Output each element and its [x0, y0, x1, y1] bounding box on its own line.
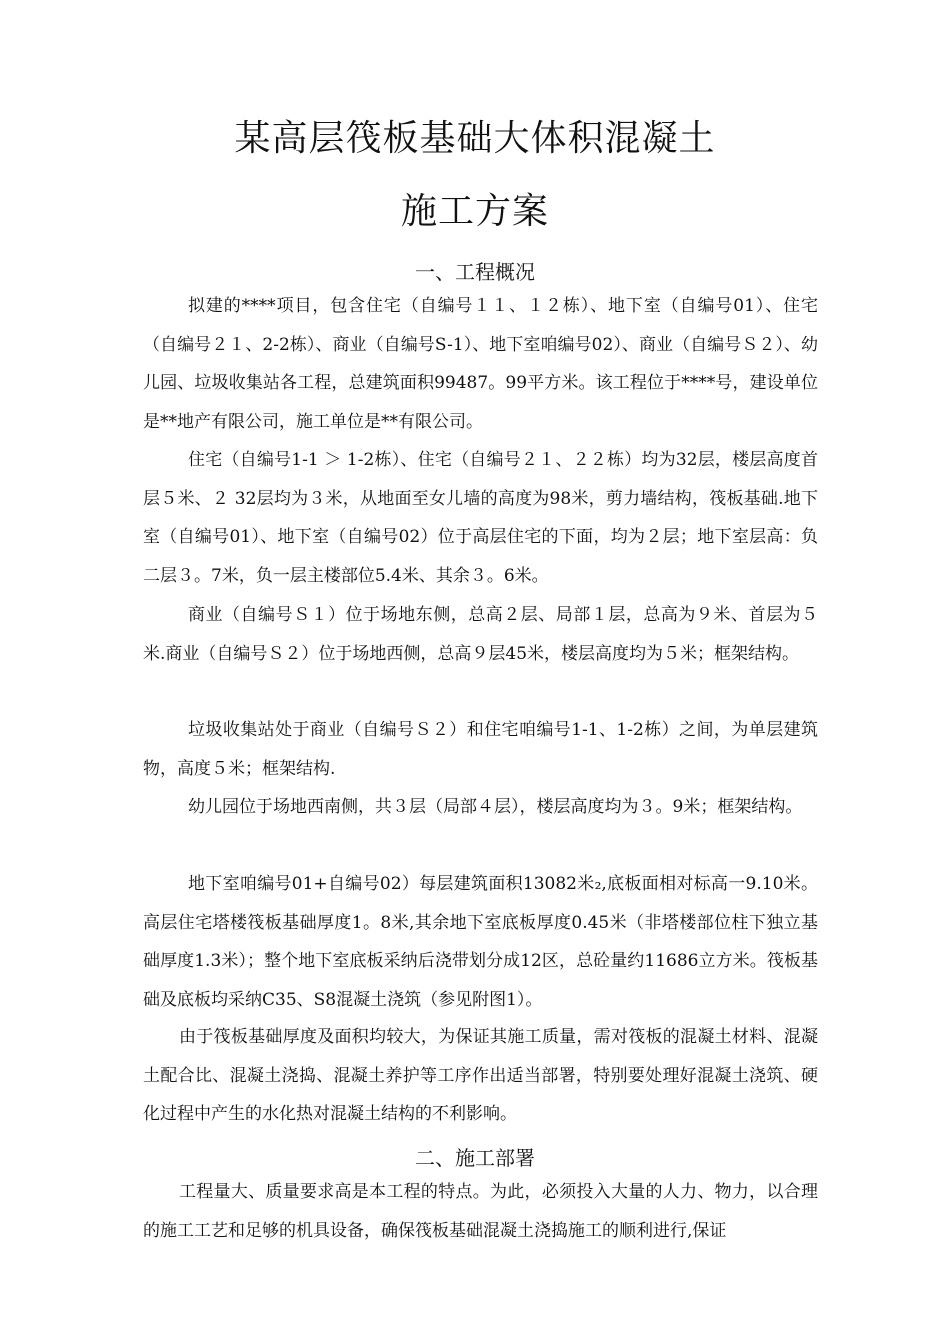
- paragraph-deployment-intro: 工程量大、质量要求高是本工程的特点。为此，必须投入大量的人力、物力，以合理的施工工艺和足够的机具设备，确保筏板基础混凝土浇捣施工的顺利进行,保证: [143, 1182, 818, 1241]
- paragraph-basement-raft: 地下室咱编号01+自编号02）每层建筑面积13082米₂,底板面相对标高一9.10米。高层住宅塔楼筏板基础厚度1。8米,其余地下室底板厚度0.45米（非塔楼部位柱下独立基础厚度1.3米）；整个地下室底板采纳后浇带划分成12区，总砼量约11686立方米。筏板基础及底板均采纳C35、S8混凝土浇筑（参见附图1）。: [143, 874, 818, 1010]
- paragraph-project-overview: 拟建的****项目，包含住宅（自编号１１、１２栋）、地下室（自编号01）、住宅（自编号２１、2-2栋）、商业（自编号S-1）、地下室咱编号02）、商业（自编号Ｓ２）、幼儿园、垃圾收集站各工程，总建筑面积99487。99平方米。该工程位于****号，建设单位是**地产有限公司，施工单位是**有限公司。: [143, 296, 818, 432]
- paragraph-waste-station: 垃圾收集站处于商业（自编号Ｓ２）和住宅咱编号1-1、1-2栋）之间，为单层建筑物，高度５米；框架结构.: [143, 720, 818, 779]
- paragraph-commercial-buildings: 商业（自编号Ｓ１）位于场地东侧，总高２层、局部１层，总高为９米、首层为５米.商业（自编号Ｓ２）位于场地西侧，总高９层45米，楼层高度均为５米；框架结构。: [143, 605, 818, 664]
- paragraph-quality-requirements: 由于筏板基础厚度及面积均较大，为保证其施工质量，需对筏板的混凝土材料、混凝土配合比、混凝土浇捣、混凝土养护等工序作出适当部署，特别要处理好混凝土浇筑、硬化过程中产生的水化热对混凝土结构的不利影响。: [143, 1027, 818, 1124]
- section-heading-deployment: 二、施工部署: [415, 1146, 535, 1170]
- document-title-line-2: 施工方案: [400, 191, 549, 232]
- paragraph-residential-buildings: 住宅（自编号1-1 ＞ 1-2栋）、住宅（自编号２１、２２栋）均为32层，楼层高度首层５米、２ 32层均为３米，从地面至女儿墙的高度为98米，剪力墙结构，筏板基础.地下室（自编号01）、地下室（自编号02）位于高层住宅的下面，均为２层；地下室层高：负二层３。7米，负一层主楼部位5.4米、其余３。6米。: [143, 450, 818, 586]
- section-heading-overview: 一、工程概况: [415, 260, 535, 284]
- document-title-line-1: 某高层筏板基础大体积混凝土: [234, 118, 716, 159]
- paragraph-kindergarten: 幼儿园位于场地西南侧，共３层（局部４层），楼层高度均为３。9米；框架结构。: [188, 797, 803, 817]
